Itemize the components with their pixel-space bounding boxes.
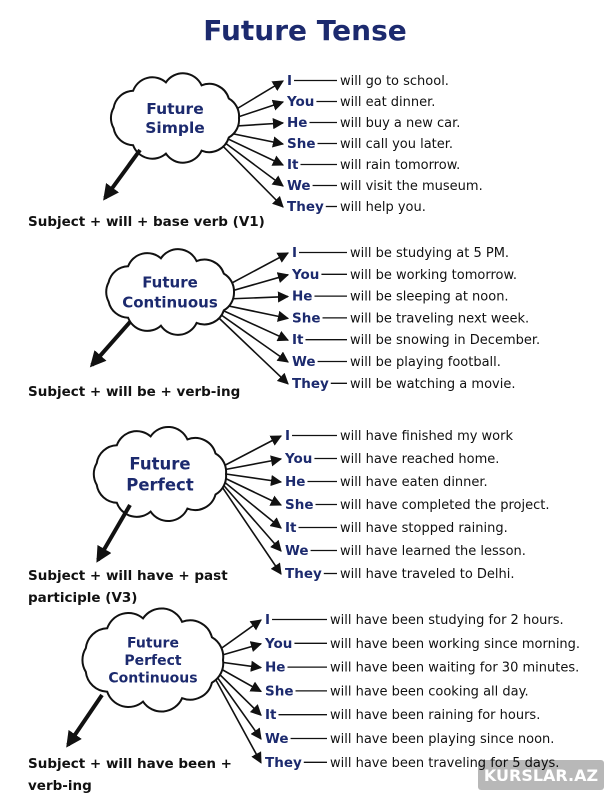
subject-pronoun: I: [287, 73, 293, 89]
subject-pronoun: She: [285, 497, 314, 513]
example-sentence: will have traveled to Delhi.: [340, 567, 515, 582]
example-sentence: will have been traveling for 5 days.: [330, 755, 560, 771]
subject-pronoun: He: [287, 115, 308, 131]
subject-pronoun: It: [292, 332, 304, 349]
subject-pronoun: We: [287, 178, 311, 194]
structure-formula: Subject + will have + past: [28, 568, 228, 584]
subject-pronoun: They: [285, 566, 322, 582]
formula-arrow: [105, 150, 140, 198]
subject-pronoun: She: [292, 310, 321, 327]
subject-pronoun: He: [285, 474, 306, 490]
subject-pronoun: We: [285, 543, 309, 559]
example-sentence: will visit the museum.: [340, 179, 483, 194]
subject-pronoun: I: [265, 612, 271, 628]
example-sentence: will buy a new car.: [340, 116, 461, 131]
subject-pronoun: It: [265, 707, 277, 724]
tense-name-line: Simple: [145, 118, 205, 137]
page-title: Future Tense: [203, 14, 407, 47]
subject-pronoun: They: [265, 754, 302, 771]
example-sentence: will be watching a movie.: [350, 376, 516, 392]
example-sentence: will have eaten dinner.: [340, 475, 488, 490]
subject-pronoun: He: [265, 659, 286, 676]
tense-name-line: Continuous: [108, 670, 198, 687]
formula-arrow: [92, 322, 130, 365]
tense-name-line: Future: [127, 635, 179, 652]
subject-pronoun: You: [292, 266, 320, 283]
example-sentence: will be sleeping at noon.: [350, 289, 509, 305]
subject-pronoun: You: [287, 94, 315, 110]
example-sentence: will have been raining for hours.: [330, 708, 541, 724]
subject-pronoun: It: [287, 157, 299, 173]
tense-name-line: Future: [129, 454, 191, 474]
structure-formula: participle (V3): [28, 590, 138, 606]
subject-pronoun: It: [285, 520, 297, 536]
tense-name-line: Perfect: [126, 475, 194, 495]
example-sentence: will have completed the project.: [340, 498, 550, 513]
watermark: [478, 760, 604, 790]
watermark-text: KURSLAR.AZ: [483, 766, 599, 785]
subject-pronoun: You: [265, 635, 293, 652]
tense-name-line: Continuous: [122, 293, 218, 312]
structure-formula: Subject + will be + verb-ing: [28, 384, 241, 400]
subject-pronoun: They: [292, 375, 329, 392]
subject-pronoun: He: [292, 288, 313, 305]
example-sentence: will be traveling next week.: [350, 311, 530, 327]
structure-formula: Subject + will have been +: [28, 756, 232, 772]
subject-pronoun: They: [287, 199, 324, 215]
example-sentence: will have reached home.: [340, 452, 500, 467]
example-sentence: will go to school.: [340, 74, 449, 89]
structure-formula: verb-ing: [28, 778, 92, 794]
formula-arrow: [98, 505, 130, 560]
cloud-shape: [106, 249, 234, 335]
example-sentence: will have stopped raining.: [340, 521, 508, 536]
tense-section: [28, 427, 549, 606]
example-sentence: will have learned the lesson.: [340, 544, 526, 559]
example-sentence: will have finished my work: [340, 429, 514, 444]
subject-pronoun: You: [285, 451, 313, 467]
example-sentence: will have been cooking all day.: [330, 684, 529, 700]
example-sentence: will eat dinner.: [340, 95, 436, 110]
subject-pronoun: We: [292, 354, 316, 370]
example-sentence: will have been working since morning.: [330, 636, 581, 652]
structure-formula: Subject + will + base verb (V1): [28, 214, 265, 230]
example-sentence: will have been studying for 2 hours.: [330, 613, 564, 628]
tense-sections: [28, 73, 580, 794]
example-sentence: will have been playing since noon.: [330, 732, 555, 747]
tense-name-line: Future: [146, 99, 204, 118]
example-sentence: will help you.: [340, 200, 426, 215]
example-sentence: will be working tomorrow.: [350, 267, 518, 283]
subject-pronoun: We: [265, 731, 289, 747]
tense-name-line: Perfect: [124, 652, 182, 669]
subject-pronoun: I: [292, 245, 298, 261]
subject-pronoun: I: [285, 428, 291, 444]
subject-pronoun: She: [287, 136, 316, 152]
example-sentence: will be snowing in December.: [350, 333, 541, 349]
example-sentence: will have been waiting for 30 minutes.: [330, 660, 580, 676]
example-sentence: will be studying at 5 PM.: [350, 246, 510, 261]
tense-name-line: Future: [142, 273, 198, 292]
example-sentence: will be playing football.: [350, 355, 501, 370]
cloud-shape: [94, 427, 226, 521]
formula-arrow: [68, 695, 102, 745]
example-sentence: will call you later.: [340, 137, 454, 152]
tense-section: [28, 73, 483, 230]
subject-pronoun: She: [265, 683, 294, 700]
example-sentence: will rain tomorrow.: [340, 158, 461, 173]
tense-section: [28, 245, 540, 400]
